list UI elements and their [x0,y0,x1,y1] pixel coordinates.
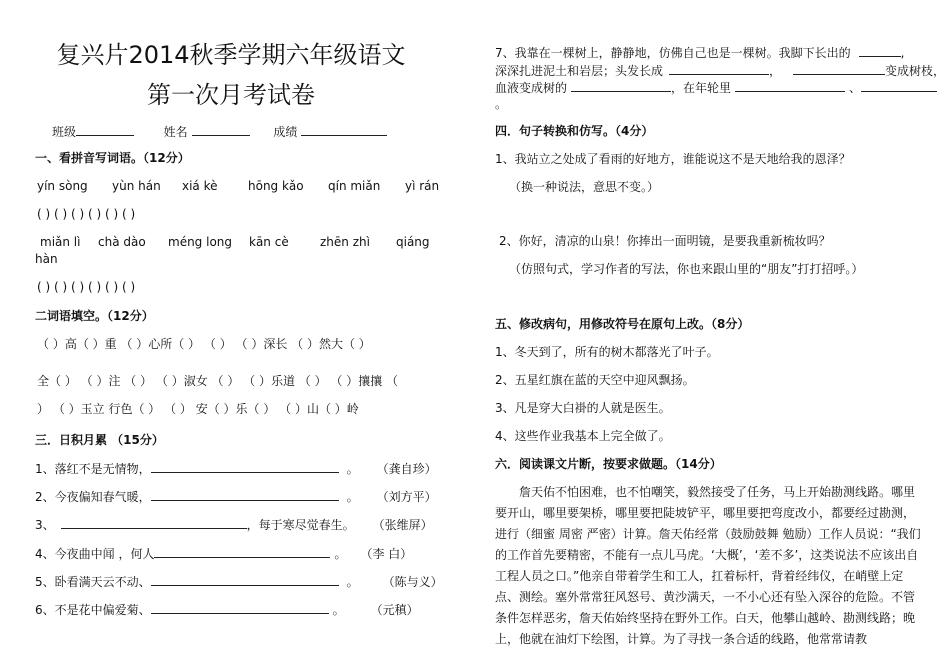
poem-item-2 [35,488,437,505]
section6-heading: 六．阅读课文片断，按要求做题。（14分） [495,457,722,471]
q7-text: 变成树枝， [885,64,946,78]
poem-suffix: 。 [332,603,345,617]
answer-blank[interactable] [151,488,339,501]
pinyin: yùn hán [112,179,161,193]
poem-item-5 [35,573,443,590]
pinyin: yín sòng [37,179,88,193]
answer-blank[interactable] [571,79,671,92]
name-label: 姓名 [163,125,188,139]
sentence-item[interactable]: 3、凡是穿大白褂的人就是医生。 [495,401,671,415]
answer-blank[interactable] [859,44,901,57]
sentence-item[interactable]: 4、这些作业我基本上完全做了。 [495,429,671,443]
exam-title-line2: 第一次月考试卷 [147,81,315,109]
poem-suffix: 。 [346,575,359,589]
answer-blank[interactable] [154,545,330,558]
poem-prompt: 3、 [35,518,55,532]
poem-prompt: 6、不是花中偏爱菊、 [35,603,151,617]
section5-heading: 五、修改病句，用修改符号在原句上改。（8分） [495,317,750,331]
poem-suffix: 。 [334,547,347,561]
answer-blank[interactable] [735,79,845,92]
answer-blank[interactable] [61,516,247,529]
poem-author: （刘方平） [376,490,437,504]
poem-item-1 [35,460,437,477]
q7-text: 血液变成树的 [495,81,568,95]
q7-line2 [495,62,945,79]
poem-item-4 [35,545,412,562]
q7-line3 [495,79,937,96]
pinyin: méng long [168,235,233,249]
q7-text: ，在年轮里 [671,81,732,95]
reading-passage: 詹天佑不怕困难，也不怕嘲笑，毅然接受了任务，马上开始勘测线路。哪里要开山，哪里要架桥，哪里要把陡坡铲平，哪里要把弯度改小，都要经过勘测，进行（细蜜 周密 严密）计算。詹天佑经常（鼓励鼓舞 勉励）工作人员说：“我们的工作首先要精密，不能有一点儿马虎。‘大概’，‘差不多’，这类说法不应该出自工程人员之口。”他亲自带着学生和工人，扛着标杆，背着经纬仪，在峭壁上定点、测绘。塞外常常狂风怒号、黄沙满天，一不小心还有坠入深谷的危险。不管条件怎样恶劣，詹天佑始终坚持在野外工作。白天，他攀山越岭、勘测线路；晚上，他就在油灯下绘图，计算。为了寻找一条合适的线路，他常常请教 [495,485,921,646]
pinyin: zhēn zhì [320,235,370,249]
poem-suffix: 。 [346,462,359,476]
q7-text: 深深扎进泥土和岩层；头发长成 [495,64,664,78]
fill-row-3[interactable]: ） （ ）玉立 行色（ ） （ ） 安（ ）乐（ ） （ ）山（ ）岭 [37,402,359,416]
poem-author: （龚自珍） [376,462,437,476]
q7-line1: 7、我靠在一棵树上，静静地，仿佛自己也是一棵树。我脚下长出的 , [495,46,905,60]
poem-author: （陈与义） [382,575,443,589]
score-label: 成绩 [273,125,298,139]
pinyin: yì rán [405,179,440,193]
answer-parens-row-1[interactable]: ( ) ( ) ( ) ( ) ( ) ( ) [37,207,136,221]
q7-text: ， [769,64,782,78]
answer-blank[interactable] [151,601,329,614]
class-label: 班级 [52,125,77,139]
answer-blank[interactable] [861,79,937,92]
answer-blank[interactable] [151,573,339,586]
sentence-item[interactable]: 2、五星红旗在蓝的天空中迎风飘扬。 [495,373,695,387]
pinyin: qín miǎn [328,179,381,193]
section2-heading: 二词语填空。（12分） [35,309,154,323]
pinyin: miǎn lì [40,235,81,249]
q7-line4: 。 [495,97,508,111]
q7-text: 、 [849,81,862,95]
poem-prompt: 5、卧看满天云不动、 [35,575,151,589]
poem-prompt: 4、今夜曲中闻 ，何人 [35,547,155,561]
sec4-q1: 1、我站立之处成了看雨的好地方，谁能说这不是天地给我的恩泽？ [495,152,851,166]
fill-row-2[interactable]: 全（ ） （ ）注 （ ） （ ）淑女 （ ） （ ）乐道 （ ） （ ）攘攘 （ [37,374,399,388]
pinyin: hàn [35,252,58,266]
sentence-item[interactable]: 1、冬天到了，所有的树木都落光了叶子。 [495,345,719,359]
poem-item-3 [35,516,433,533]
exam-title-line1: 复兴片2014秋季学期六年级语文 [56,41,406,69]
section3-heading: 三．日积月累 （15分） [35,433,164,447]
sec4-q2: 2、你好，清凉的山泉！你捧出一面明镜，是要我重新梳妆吗？ [499,234,831,248]
pinyin: kān cè [249,235,289,249]
q7-text: 7、我靠在一棵树上，静静地，仿佛自己也是一棵树。我脚下长出的 [495,46,851,60]
student-info-row [52,123,387,140]
poem-item-6 [35,601,419,618]
pinyin: hōng kǎo [248,179,304,193]
pinyin: xiá kè [182,179,218,193]
poem-prompt: 1、落红不是无情物， [35,462,151,476]
fill-row-1[interactable]: （ ）高（ ）重 （ ）心所（ ） （ ） （ ）深长 （ ）然大（ ） [37,337,371,351]
poem-author: （张维屏） [372,518,433,532]
section1-heading: 一、看拼音写词语。（12分） [35,151,190,165]
poem-author: （李 白） [360,547,413,561]
poem-suffix: 。 [346,490,359,504]
name-blank[interactable] [192,123,250,136]
answer-blank[interactable] [793,62,885,75]
poem-prompt: 2、今夜偏知春气暖， [35,490,151,504]
class-blank[interactable] [76,123,134,136]
poem-author: （元稹） [370,603,419,617]
sec4-q1-hint: （换一种说法，意思不变。） [509,180,660,194]
pinyin: chà dào [98,235,146,249]
poem-suffix: ，每于寒尽觉春生。 [246,518,355,532]
answer-parens-row-2[interactable]: ( ) ( ) ( ) ( ) ( ) ( ) [37,280,136,294]
sec4-q2-hint: （仿照句式，学习作者的写法，你也来跟山里的“朋友”打打招呼。） [509,262,864,276]
pinyin: qiáng [396,235,430,249]
score-blank[interactable] [301,123,387,136]
section4-heading: 四．句子转换和仿写。（4分） [495,124,654,138]
answer-blank[interactable] [669,62,769,75]
answer-blank[interactable] [151,460,339,473]
